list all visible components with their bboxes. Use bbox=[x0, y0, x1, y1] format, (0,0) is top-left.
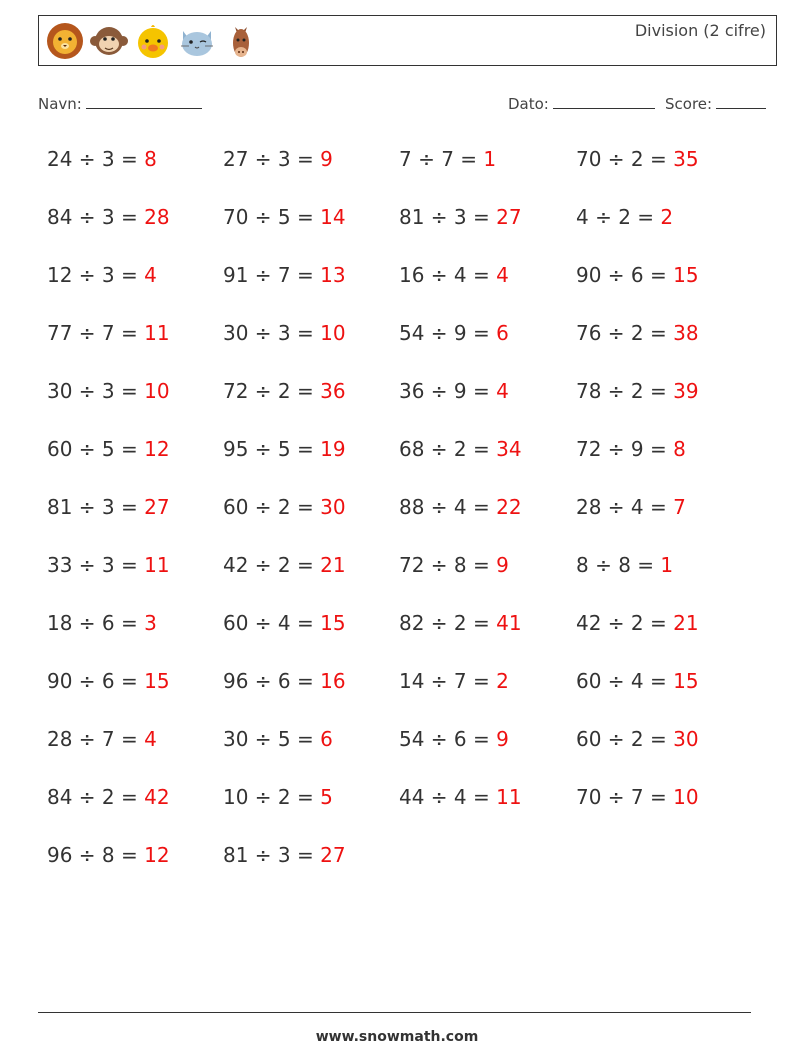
problem-answer: 15 bbox=[144, 669, 170, 693]
problem-question: 88 ÷ 4 = bbox=[399, 495, 497, 519]
problem-item bbox=[47, 553, 170, 577]
problem-answer: 9 bbox=[496, 553, 509, 577]
problem-answer: 30 bbox=[320, 495, 346, 519]
problem-question: 16 ÷ 4 = bbox=[399, 263, 497, 287]
problem-question: 68 ÷ 2 = bbox=[399, 437, 497, 461]
problem-answer: 38 bbox=[673, 321, 699, 345]
problem-answer: 41 bbox=[496, 611, 522, 635]
problem-answer: 27 bbox=[496, 205, 522, 229]
problem-question: 30 ÷ 3 = bbox=[223, 321, 321, 345]
problem-question: 77 ÷ 7 = bbox=[47, 321, 145, 345]
problem-answer: 5 bbox=[320, 785, 333, 809]
problem-question: 7 ÷ 7 = bbox=[399, 147, 484, 171]
problem-item bbox=[47, 785, 170, 809]
problem-answer: 27 bbox=[144, 495, 170, 519]
problem-answer: 9 bbox=[320, 147, 333, 171]
problem-answer: 19 bbox=[320, 437, 346, 461]
problem-answer: 4 bbox=[144, 263, 157, 287]
problem-question: 72 ÷ 9 = bbox=[576, 437, 674, 461]
problem-item bbox=[47, 437, 170, 461]
problem-answer: 30 bbox=[673, 727, 699, 751]
problem-question: 96 ÷ 8 = bbox=[47, 843, 145, 867]
problem-answer: 42 bbox=[144, 785, 170, 809]
problem-item bbox=[223, 553, 346, 577]
problem-answer: 6 bbox=[496, 321, 509, 345]
problem-question: 10 ÷ 2 = bbox=[223, 785, 321, 809]
problem-item bbox=[47, 669, 170, 693]
header-box bbox=[38, 15, 777, 66]
problem-question: 27 ÷ 3 = bbox=[223, 147, 321, 171]
problem-item bbox=[576, 263, 699, 287]
problem-question: 81 ÷ 3 = bbox=[47, 495, 145, 519]
horse-icon bbox=[221, 21, 261, 61]
problem-answer: 15 bbox=[320, 611, 346, 635]
problem-item bbox=[399, 437, 522, 461]
problem-answer: 14 bbox=[320, 205, 346, 229]
problem-question: 18 ÷ 6 = bbox=[47, 611, 145, 635]
problem-answer: 39 bbox=[673, 379, 699, 403]
problem-question: 28 ÷ 4 = bbox=[576, 495, 674, 519]
problem-item bbox=[399, 379, 509, 403]
date-label: Dato: bbox=[508, 95, 549, 113]
problem-question: 81 ÷ 3 = bbox=[223, 843, 321, 867]
problem-answer: 9 bbox=[496, 727, 509, 751]
problem-item bbox=[223, 437, 346, 461]
problem-question: 12 ÷ 3 = bbox=[47, 263, 145, 287]
problem-question: 96 ÷ 6 = bbox=[223, 669, 321, 693]
problem-question: 30 ÷ 3 = bbox=[47, 379, 145, 403]
lion-icon bbox=[45, 21, 85, 61]
problem-item bbox=[223, 205, 346, 229]
problem-question: 28 ÷ 7 = bbox=[47, 727, 145, 751]
problem-question: 60 ÷ 2 = bbox=[223, 495, 321, 519]
problem-answer: 7 bbox=[673, 495, 686, 519]
problem-item bbox=[47, 495, 170, 519]
date-field bbox=[508, 93, 655, 113]
chick-icon bbox=[133, 21, 173, 61]
problem-item bbox=[576, 379, 699, 403]
problem-item bbox=[47, 611, 157, 635]
problem-item bbox=[223, 379, 346, 403]
problem-question: 60 ÷ 4 = bbox=[223, 611, 321, 635]
problem-answer: 6 bbox=[320, 727, 333, 751]
problem-answer: 4 bbox=[144, 727, 157, 751]
problem-item bbox=[576, 147, 699, 171]
problem-question: 70 ÷ 7 = bbox=[576, 785, 674, 809]
problem-item bbox=[223, 785, 333, 809]
problem-item bbox=[576, 553, 673, 577]
score-field bbox=[665, 93, 766, 113]
problem-answer: 36 bbox=[320, 379, 346, 403]
footer-divider bbox=[38, 1012, 751, 1013]
problem-answer: 21 bbox=[673, 611, 699, 635]
problem-question: 54 ÷ 9 = bbox=[399, 321, 497, 345]
problem-answer: 10 bbox=[320, 321, 346, 345]
problem-item bbox=[576, 785, 699, 809]
problem-item bbox=[223, 669, 346, 693]
cat-icon bbox=[177, 21, 217, 61]
problem-answer: 12 bbox=[144, 437, 170, 461]
problem-answer: 8 bbox=[673, 437, 686, 461]
problem-item bbox=[47, 147, 157, 171]
problem-question: 78 ÷ 2 = bbox=[576, 379, 674, 403]
problem-answer: 11 bbox=[144, 553, 170, 577]
problem-question: 4 ÷ 2 = bbox=[576, 205, 661, 229]
problem-question: 91 ÷ 7 = bbox=[223, 263, 321, 287]
problem-item bbox=[576, 669, 699, 693]
problem-answer: 11 bbox=[144, 321, 170, 345]
problem-question: 60 ÷ 2 = bbox=[576, 727, 674, 751]
problem-item bbox=[223, 321, 346, 345]
problem-item bbox=[576, 437, 686, 461]
problem-answer: 11 bbox=[496, 785, 522, 809]
problem-question: 70 ÷ 2 = bbox=[576, 147, 674, 171]
score-blank bbox=[716, 93, 766, 109]
problem-answer: 15 bbox=[673, 263, 699, 287]
problem-question: 81 ÷ 3 = bbox=[399, 205, 497, 229]
date-blank bbox=[553, 93, 655, 109]
problem-answer: 10 bbox=[673, 785, 699, 809]
problem-answer: 16 bbox=[320, 669, 346, 693]
problem-item bbox=[223, 843, 346, 867]
problem-item bbox=[399, 553, 509, 577]
problem-item bbox=[576, 495, 686, 519]
problem-answer: 4 bbox=[496, 379, 509, 403]
problem-item bbox=[399, 263, 509, 287]
problem-item bbox=[47, 321, 170, 345]
problem-question: 42 ÷ 2 = bbox=[223, 553, 321, 577]
score-label: Score: bbox=[665, 95, 713, 113]
worksheet-title: Division (2 cifre) bbox=[634, 21, 766, 40]
problem-question: 33 ÷ 3 = bbox=[47, 553, 145, 577]
problem-item bbox=[576, 321, 699, 345]
problem-answer: 2 bbox=[496, 669, 509, 693]
problem-question: 44 ÷ 4 = bbox=[399, 785, 497, 809]
monkey-icon bbox=[89, 21, 129, 61]
problem-item bbox=[399, 495, 522, 519]
name-blank bbox=[86, 93, 202, 109]
problem-item bbox=[399, 785, 522, 809]
problem-question: 8 ÷ 8 = bbox=[576, 553, 661, 577]
problem-item bbox=[47, 727, 157, 751]
problem-answer: 27 bbox=[320, 843, 346, 867]
problem-question: 14 ÷ 7 = bbox=[399, 669, 497, 693]
problem-item bbox=[223, 147, 333, 171]
problem-item bbox=[576, 727, 699, 751]
problem-item bbox=[223, 611, 346, 635]
problem-answer: 22 bbox=[496, 495, 522, 519]
problem-item bbox=[399, 669, 509, 693]
problem-item bbox=[399, 321, 509, 345]
problem-question: 90 ÷ 6 = bbox=[47, 669, 145, 693]
problem-question: 72 ÷ 2 = bbox=[223, 379, 321, 403]
problem-question: 76 ÷ 2 = bbox=[576, 321, 674, 345]
problem-answer: 2 bbox=[660, 205, 674, 229]
problem-question: 30 ÷ 5 = bbox=[223, 727, 321, 751]
problem-question: 60 ÷ 5 = bbox=[47, 437, 145, 461]
problem-answer: 1 bbox=[483, 147, 497, 171]
problem-answer: 4 bbox=[496, 263, 509, 287]
name-field bbox=[38, 93, 202, 113]
problem-question: 84 ÷ 2 = bbox=[47, 785, 145, 809]
problem-item bbox=[223, 263, 346, 287]
problem-item bbox=[47, 205, 170, 229]
problem-answer: 34 bbox=[496, 437, 522, 461]
problem-answer: 15 bbox=[673, 669, 699, 693]
problem-item bbox=[47, 263, 157, 287]
name-label: Navn: bbox=[38, 95, 82, 113]
problem-item bbox=[223, 495, 346, 519]
problem-answer: 1 bbox=[660, 553, 674, 577]
problem-item bbox=[399, 147, 496, 171]
problem-question: 60 ÷ 4 = bbox=[576, 669, 674, 693]
animal-icons bbox=[45, 21, 261, 61]
problem-answer: 13 bbox=[320, 263, 346, 287]
problem-item bbox=[399, 611, 522, 635]
problem-question: 95 ÷ 5 = bbox=[223, 437, 321, 461]
problem-item bbox=[47, 843, 170, 867]
problem-question: 70 ÷ 5 = bbox=[223, 205, 321, 229]
problem-item bbox=[576, 205, 673, 229]
problem-answer: 35 bbox=[673, 147, 699, 171]
problem-answer: 8 bbox=[144, 147, 157, 171]
problem-item bbox=[47, 379, 170, 403]
problem-answer: 3 bbox=[144, 611, 157, 635]
problem-question: 72 ÷ 8 = bbox=[399, 553, 497, 577]
problem-question: 84 ÷ 3 = bbox=[47, 205, 145, 229]
problem-answer: 21 bbox=[320, 553, 346, 577]
problem-question: 54 ÷ 6 = bbox=[399, 727, 497, 751]
problem-item bbox=[223, 727, 333, 751]
problem-answer: 28 bbox=[144, 205, 170, 229]
problem-question: 24 ÷ 3 = bbox=[47, 147, 145, 171]
problem-question: 82 ÷ 2 = bbox=[399, 611, 497, 635]
problem-answer: 12 bbox=[144, 843, 170, 867]
problem-question: 36 ÷ 9 = bbox=[399, 379, 497, 403]
problem-item bbox=[576, 611, 699, 635]
problem-question: 90 ÷ 6 = bbox=[576, 263, 674, 287]
footer-url: www.snowmath.com bbox=[315, 1029, 479, 1045]
problem-item bbox=[399, 727, 509, 751]
problem-question: 42 ÷ 2 = bbox=[576, 611, 674, 635]
problem-item bbox=[399, 205, 522, 229]
problem-answer: 10 bbox=[144, 379, 170, 403]
